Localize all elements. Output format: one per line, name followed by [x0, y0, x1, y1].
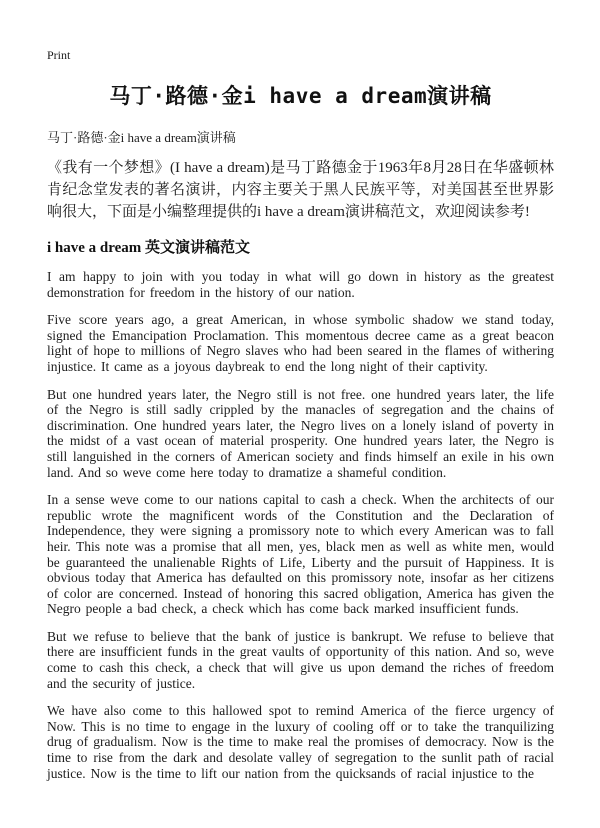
speech-paragraph-3: But one hundred years later, the Negro still is not free. one hundred years later, the life of the Negro is still sadly crippled by the manacles of segregation and the chains of discrimination. One hundred years later, the Negro lives on a lonely island of poverty in the midst of a vast ocean of material prosperity. One hundred years later, the Negro is still languished in the corners of American society and finds himself an exile in his own land. And so weve come here today to dramatize a shameful condition.: [47, 386, 554, 480]
speech-paragraph-1: I am happy to join with you today in what will go down in history as the greatest demonstration for freedom in the history of our nation.: [47, 269, 554, 300]
speech-paragraph-2: Five score years ago, a great American, in whose symbolic shadow we stand today, signed the Emancipation Proclamation. This momentous decree came as a great beacon light of hope to millions of Negro slaves who had been seared in the flames of withering injustice. It came as a joyous daybreak to end the long night of their captivity.: [47, 312, 554, 374]
speech-paragraph-5: But we refuse to believe that the bank of justice is bankrupt. We refuse to believe that there are insufficient funds in the great vaults of opportunity of this nation. And so, weve come to cash this check, a check that will give us upon demand the riches of freedom and the security of justice.: [47, 628, 554, 691]
speech-paragraph-4: In a sense weve come to our nations capital to cash a check. When the architects of our republic wrote the magnificent words of the Constitution and the Declaration of Independence, they were signing a promissory note to which every American was to fall heir. This note was a promise that all men, yes, black men as well as white men, would be guaranteed the unalienable Rights of Life, Liberty and the pursuit of Happiness. It is obvious today that America has defaulted on this promissory note, insofar as her citizens of color are concerned. Instead of honoring this sacred obligation, America has given the Negro people a bad check, a check which has come back marked insufficient funds.: [47, 492, 554, 617]
print-button[interactable]: Print: [47, 48, 71, 62]
page-title: 马丁·路德·金i have a dream演讲稿: [109, 84, 492, 108]
speech-paragraph-6: We have also come to this hallowed spot to remind America of the fierce urgency of Now. This is no time to engage in the luxury of cooling off or to take the tranquilizing drug of gradualism. Now is the time to make real the promises of democracy. Now is the time to rise from the dark and desolate valley of segregation to the sunlit path of racial justice. Now is the time to lift our nation from the quicksands of racial injustice to the: [47, 703, 554, 781]
document-subtitle: 马丁·路德·金i have a dream演讲稿: [47, 130, 236, 145]
intro-paragraph: 《我有一个梦想》(I have a dream)是马丁路德金于1963年8月28日在华盛顿林肯纪念堂发表的著名演讲，内容主要关于黑人民族平等，对美国甚至世界影响很大，下面是小编整理提供的i have a dream演讲稿范文，欢迎阅读参考!: [47, 160, 554, 220]
section-heading: i have a dream 英文演讲稿范文: [47, 240, 251, 256]
